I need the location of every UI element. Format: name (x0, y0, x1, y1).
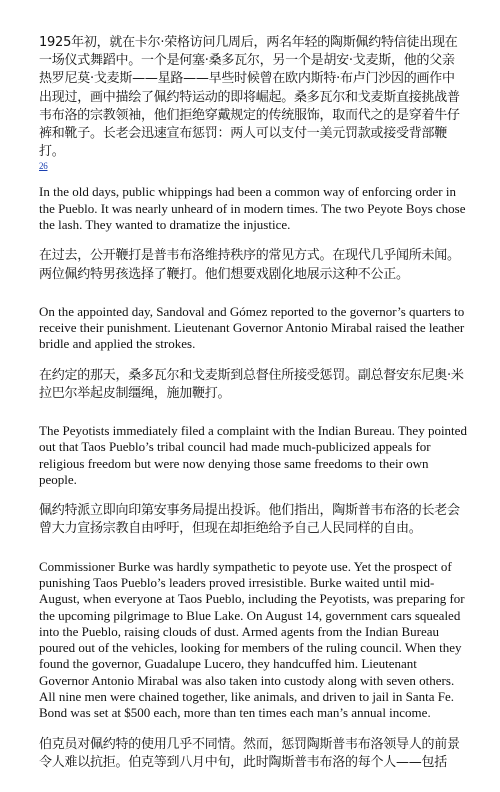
paragraph-1-zh-text: 1925年初，就在卡尔·荣格访问几周后，两名年轻的陶斯佩约特信徒出现在一场仪式舞蹈中。一个是何塞·桑多瓦尔，另一个是胡安·戈麦斯，他的父亲热罗尼莫·戈麦斯——星路——早些时候曾在欧内斯特·布卢门沙因的画作中出现过，画中描绘了佩约特运动的即将崛起。桑多瓦尔和戈麦斯直接挑战普韦布洛的宗教领袖，他们拒绝穿戴规定的传统服饰，取而代之的是穿着牛仔裤和靴子。长老会迅速宣布惩罚：两人可以支付一美元罚款或接受背部鞭打。 (39, 35, 460, 160)
footnote-link[interactable]: 26 (39, 161, 48, 172)
paragraph-4-en: The Peyotists immediately filed a complaint with the Indian Bureau. They pointed out that Taos Pueblo’s tribal council had made much-publicized appeals for religious freedom but were now denying those same freedoms to their own people. (39, 423, 467, 487)
paragraph-5-zh: 伯克员对佩约特的使用几乎不同情。然而，惩罚陶斯普韦布洛领导人的前景令人难以抗拒。伯克等到八月中旬，此时陶斯普韦布洛的每个人——包括 (39, 736, 460, 770)
paragraph-3-en: On the appointed day, Sandoval and Gómez reported to the governor’s quarters to receive their punishment. Lieutenant Governor Antonio Mirabal raised the leather bridle and applied the strokes. (39, 303, 465, 352)
paragraph-2-en: In the old days, public whippings had been a common way of enforcing order in the Pueblo. It was nearly unheard of in modern times. The two Peyote Boys chose the lash. They wanted to dramatize the injustice. (39, 184, 466, 233)
document-page (39, 34, 467, 792)
paragraph-2-zh: 在过去，公开鞭打是普韦布洛维持秩序的常见方式。在现代几乎闻所未闻。两位佩约特男孩选择了鞭打。他们想要戏剧化地展示这种不公正。 (39, 248, 460, 282)
paragraph-3-zh: 在约定的那天，桑多瓦尔和戈麦斯到总督住所接受惩罚。副总督安东尼奥·米拉巴尔举起皮制缰绳，施加鞭打。 (39, 367, 464, 401)
paragraph-5-en: Commissioner Burke was hardly sympathetic to peyote use. Yet the prospect of punishing Taos Pueblo’s leaders proved irresistible. Burke waited until mid-August, when everyone at Taos Pueblo, including the Peyotists, was preparing for the upcoming pilgrimage to Blue Lake. On August 14, government cars squealed into the Pueblo, raising clouds of dust. Armed agents from the Indian Bureau poured out of the vehicles, looking for members of the ruling council. When they found the governor, Guadalupe Lucero, they handcuffed him. Lieutenant Governor Antonio Mirabal was also taken into custody along with seven others. All nine men were chained together, like animals, and driven to jail in Santa Fe. Bond was set at $500 each, more than ten times each man’s annual income. (39, 558, 465, 721)
paragraph-1-zh (39, 34, 467, 172)
paragraph-4-zh: 佩约特派立即向印第安事务局提出投诉。他们指出，陶斯普韦布洛的长老会曾大力宣扬宗教自由呼吁，但现在却拒绝给予自己人民同样的自由。 (39, 503, 460, 537)
